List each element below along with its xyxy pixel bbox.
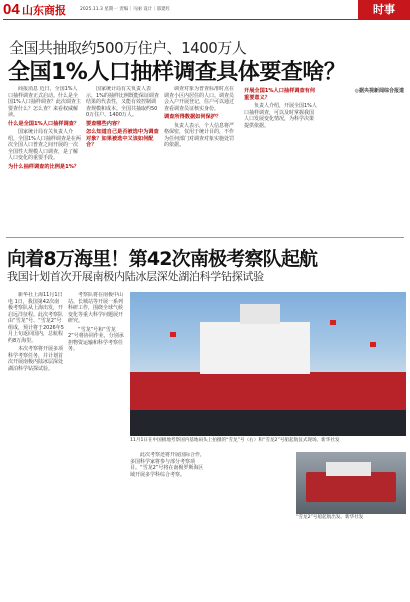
story1-column-3 [164, 86, 238, 234]
photo-caption-2: “雪龙2”号船起航出发。新华社发 [296, 515, 364, 520]
header-rule [3, 19, 358, 20]
paragraph: “雪龙”号和“雪龙2”号将协同作业，分别承担物资运输和科学考察任务。 [68, 326, 124, 352]
story1-column-1 [8, 86, 82, 234]
story1-column-4 [244, 86, 318, 234]
issue-meta: 2025.11.3 星期一 责编｜马丽 设计｜邵建红 [80, 7, 171, 12]
story2-column-b [68, 292, 126, 598]
question-heading: 调查所得数据如何保护？ [164, 114, 222, 120]
paragraph: 本次考察将开展多项科学考察任务，并计划首次开展南极内陆冰层深处湖泊科学钻探试验。 [8, 346, 64, 372]
paragraph: 负责人介绍，开展全国1%人口抽样调查，可以及时掌握我国人口发展变化情况，为科学决策提供依据。 [244, 103, 317, 129]
question-heading: 开展全国1%人口抽样调查有何重要意义？ [244, 88, 316, 101]
ship-photo-2 [296, 452, 406, 514]
section-label: 时事 [358, 0, 410, 20]
page-header [0, 0, 410, 20]
story1-subtitle: 全国共抽取约500万住户、1400万人 [9, 39, 247, 57]
ship-bridge [240, 304, 280, 324]
ship-superstructure [200, 322, 310, 374]
question-heading: 要查哪些内容？ [86, 120, 123, 127]
photo-caption-1: 11月1日在中国极地考察国内基地码头上拍摄的“雪龙”号（右）和“雪龙2”号船起航仪式现场。新华社发 [130, 438, 340, 443]
paragraph: 国家统计局有关负责人表示，1%的抽样比例既能保证调查结果的代表性，又能有效控制调查规模和成本。全国共抽取约500万住户、1400万人。 [86, 86, 159, 118]
paragraph: 考察队将在南极中山站、长城站等开展一系列科研工作，围绕全球气候变化等重大科学问题展开研究。 [68, 292, 124, 324]
ship-hull [306, 472, 396, 502]
paragraph: 调查对象为普查标准时点在调查小区内居住的人口。调查员会入户开展登记，住户可以通过查看调查员证核实身份。 [164, 86, 235, 112]
newspaper-name: 山东商报 [22, 4, 66, 17]
paragraph: 商报消息 近日，全国1%人口抽样调查正式启动。什么是全国1%人口抽样调查？此次调查主要查什么？怎么查？来看权威解读。 [8, 86, 81, 118]
story1-title: 全国1%人口抽样调查具体要查啥？ [8, 60, 346, 85]
paragraph: 此次考察还将开展国际合作，多国科学家将参与部分考察项目。“雪龙2”号将在南极罗斯海区域开展多学科综合考察。 [130, 452, 206, 478]
paragraph: 新华社上海11月1日电 1日，我国第42次南极考察队从上海出发，开启远洋征程。此次考察队由“雪龙”号、“雪龙2”号组成，预计将于2026年5月上旬返回国内，总航程约8万海里。 [8, 292, 64, 344]
story1-column-5 [322, 86, 404, 234]
ship-departure-photo [130, 292, 406, 436]
story1-author: ◎据央视新闻综合报道 [354, 88, 404, 94]
crowd [130, 410, 406, 436]
story2-column-c [130, 452, 206, 598]
story2-column-a [8, 292, 64, 598]
story1-column-2 [86, 86, 160, 234]
story2-subtitle: 我国计划首次开展南极内陆冰层深处湖泊科学钻探试验 [7, 270, 264, 283]
ship-cabin [326, 462, 371, 476]
story-divider [6, 237, 404, 238]
flag [170, 332, 176, 337]
story2-title: 向着8万海里！第42次南极考察队起航 [7, 248, 318, 270]
page-number: 04 [3, 1, 20, 18]
question-heading: 什么是全国1%人口抽样调查？ [8, 120, 80, 127]
paragraph: 负责人表示，个人信息将严格保密，仅用于统计目的，不作为任何部门对调查对象实施处罚的依据。 [164, 122, 235, 148]
question-heading: 怎么知道自己是否被选中为调查对象？如果被选中又该如何配合？ [86, 129, 159, 148]
question-heading: 为什么抽样调查的比例是1%？ [8, 163, 80, 170]
flag [330, 320, 336, 325]
paragraph: 国家统计局有关负责人介绍，全国1%人口抽样调查是在两次全国人口普查之间开展的一次全国性大规模人口调查，是了解人口变化的重要手段。 [8, 129, 81, 161]
flag [370, 342, 376, 347]
